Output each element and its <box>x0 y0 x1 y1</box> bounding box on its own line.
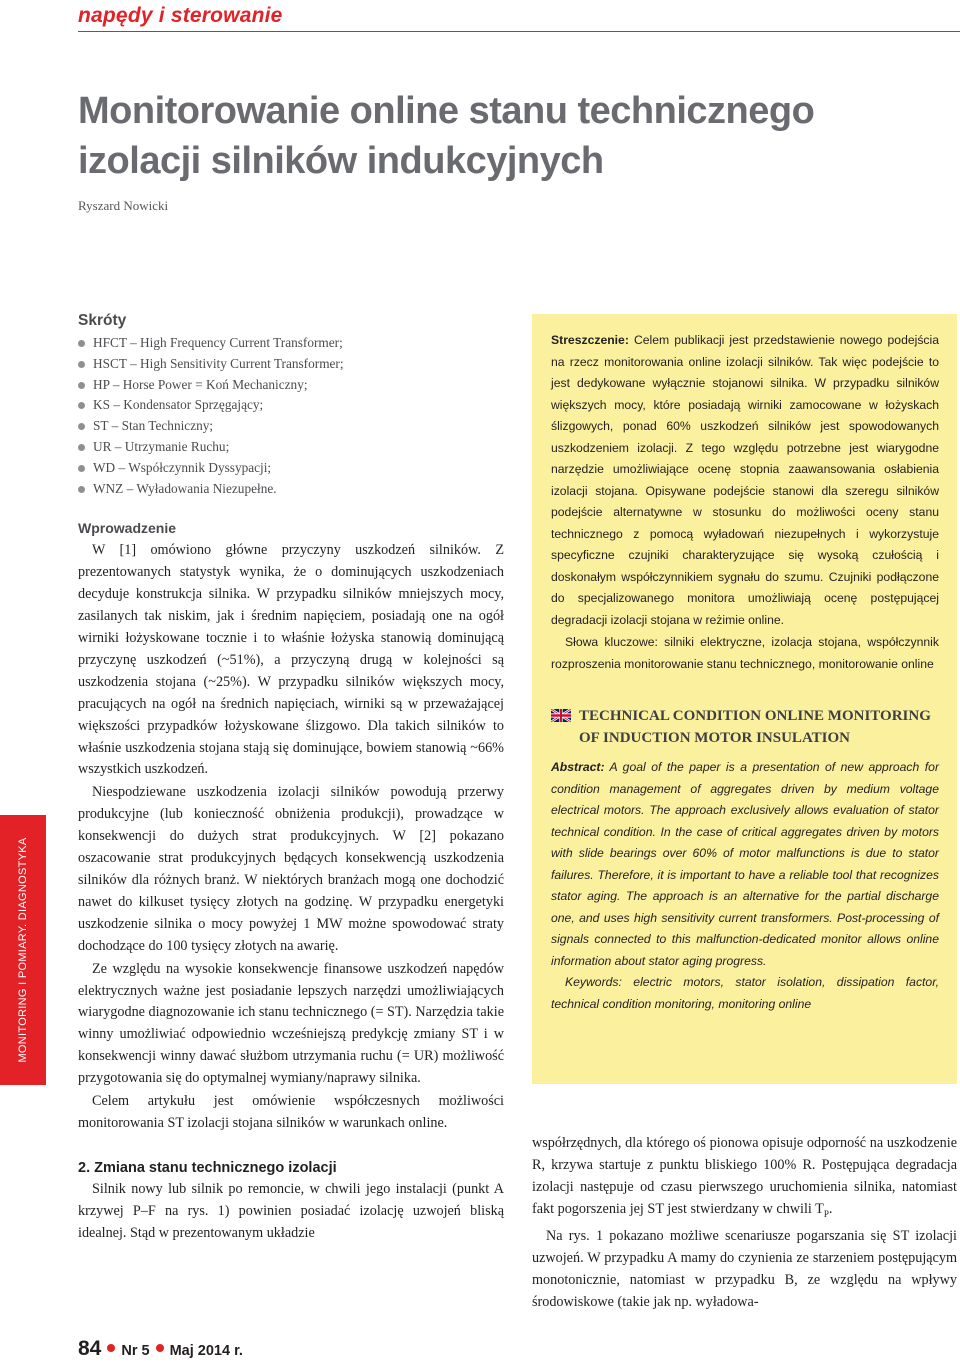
body-paragraph: Celem artykułu jest omówienie współczesnych możliwości monitorowania ST izolacji stojana silników w warunkach online. <box>78 1093 504 1131</box>
list-item: UR – Utrzymanie Ruchu; <box>78 437 504 458</box>
right-p1-subscript: P <box>823 1208 829 1219</box>
body-paragraph: Na rys. 1 pokazano możliwe scenariusze pogarszania się ST izolacji uzwojeń. W przypadku A mamy do czynienia ze starzeniem postępującym monotonicznie, natomiast w przypadku B, ze względu na wpływy środowiskowe (takie jak np. wyładowa- <box>532 1228 957 1311</box>
left-column <box>78 310 504 1245</box>
body-paragraph <box>532 1133 957 1225</box>
page-number: 84 <box>78 1337 102 1360</box>
list-item: WD – Współczynnik Dyssypacji; <box>78 458 504 479</box>
body-paragraph: Silnik nowy lub silnik po remoncie, w chwili jego instalacji (punkt A krzywej P–F na rys. 1) powinien posiadać izolację uzwojeń bliską idealnej. Stąd w prezentowanym układzie <box>78 1180 504 1241</box>
side-category-label: MONITORING I POMIARY. DIAGNOSTYKA <box>17 837 29 1063</box>
author: Ryszard Nowicki <box>78 198 169 213</box>
list-item: WNZ – Wyładowania Niezupełne. <box>78 479 504 500</box>
list-item: HFCT – High Frequency Current Transformer; <box>78 333 504 354</box>
body-paragraph: Niespodziewane uszkodzenia izolacji silników powodują przerwy produkcyjne (lub konieczność obniżenia produkcji), prowadzące w konsekwencji do dużych strat produkcyjnych. W [2] pokazano oszacowanie strat produkcyjnych będących konsekwencją uszkodzenia silników dla różnych branż. W niektórych branżach mogą one dochodzić nawet do kilkuset tysięcy złotych na godzinę. W przypadku energetyki uszkodzenie silnika o mocy powyżej 1 MW możne spowodować straty dochodzące do 100 tysięcy złotych na awarię. <box>78 784 504 954</box>
list-item: ST – Stan Techniczny; <box>78 416 504 437</box>
keywords-en: Keywords: electric motors, stator isolation, dissipation factor, technical condition monitoring, monitoring online <box>551 975 939 1011</box>
abbreviations-list <box>78 333 504 499</box>
article-title: Monitorowanie online stanu technicznego izolacji silników indukcyjnych <box>78 90 815 182</box>
abstract-pl-text: Celem publikacji jest przedstawienie nowego podejścia na rzecz monitorowania online izolacji silników. Tak więc podejście to jest dedykowane wyłącznie stojanowi silnika. W przypadku silników większych mocy, które posiadają wirniki zamocowane w łożyskach ślizgowych, ponad 60% uszkodzeń silników jest spowodowanych uszkodzeniem izolacji. Z tego względu potrzebne jest wiarygodne narzędzie umożliwiające ocenę stopnia zaawansowania osłabienia izolacji stojana. Opisywane podejście stanowi dla szeregu silników podejście alternatywne w stosunku do możliwości oceny stanu technicznego z pomocą wyładowań niezupełnych i wykorzystuje specyficzne czujniki charakteryzujące się wysoką czułością i doskonałym współczynnikiem sygnału do szumu. Czujniki podłączone do specjalizowanego monitora umożliwiają ocenę postępującej degradacji izolacji stojana w reżimie online. <box>551 333 940 627</box>
body-paragraph: W [1] omówiono główne przyczyny uszkodzeń silników. Z prezentowanych statystyk wynika, że o dominujących uszkodzeniach decyduje konstrukcja silnika. W przypadku silników mniejszych mocy, zasilanych tak niskim, jak i średnim napięciem, posiadają one na ogół wirniki łożyskowane tocznie i to właśnie łożyska stanowią dominującą przyczynę uszkodzeń (~51%), a przyczyną drugą w kolejności są uszkodzenia stojana (~25%). W przypadku silników większych mocy, pracujących na ogół na średnich napięciach, wirniki są w przeważającej większości przypadków łożyskowane ślizgowo. Dla takich silników to właśnie uszkodzenia stojana stają się dominujące, bowiem stanowią ~66% wszystkich uszkodzeń. <box>78 542 504 778</box>
abstract-pl-label: Streszczenie: <box>551 333 629 347</box>
list-item: KS – Kondensator Sprzęgający; <box>78 395 504 416</box>
abstract-en-text: A goal of the paper is a presentation of new approach for condition management of aggregates driven by medium voltage electrical motors. The approach exclusively allows evaluation of stator technical condition. In the case of critical aggregates driven by motors with slide bearings over 60% of motor malfunctions is due to stator failures. Therefore, it is important to have a reliable tool that recognizes stator aging. The approach is an alternative for the partial discharge one, and uses high sensitivity current transformers. Post-processing of signals connected to this malfunction-dedicated monitor allows online information about stator aging progress. <box>551 760 940 968</box>
side-category-tab <box>0 815 46 1085</box>
keywords-pl: Słowa kluczowe: silniki elektryczne, izolacja stojana, współczynnik rozproszenia monitorowanie stanu technicznego, monitorowanie online <box>551 635 939 671</box>
intro-heading: Wprowadzenie <box>78 520 177 537</box>
header-rule <box>78 31 960 32</box>
right-p1-end: . <box>828 1200 833 1217</box>
abstract-pl <box>551 330 939 631</box>
english-title <box>551 705 939 749</box>
abbreviations-heading: Skróty <box>78 312 127 329</box>
list-item: HSCT – High Sensitivity Current Transformer; <box>78 354 504 375</box>
right-column <box>532 1133 957 1314</box>
footer-dot-icon <box>156 1344 164 1352</box>
abstract-en <box>551 757 939 972</box>
footer-dot-icon <box>107 1344 115 1352</box>
english-title-text: TECHNICAL CONDITION ONLINE MONITORING OF INDUCTION MOTOR INSULATION <box>579 708 931 746</box>
right-p1-text: współrzędnych, dla którego oś pionowa opisuje odporność na uszkodzenie R, krzywa startuje z punktu bliskiego 100% R. Postępująca degradacja izolacji następuje od czasu pierwszego uruchomienia silnika, natomiast fakt pogorszenia jej ST jest stwierdzany w chwili T <box>532 1135 957 1217</box>
list-item: HP – Horse Power = Koń Mechaniczny; <box>78 375 504 396</box>
abstract-en-label: Abstract: <box>551 760 605 774</box>
body-paragraph: Ze względu na wysokie konsekwencje finansowe uszkodzeń napędów elektrycznych ważne jest posiadanie lepszych narzędzi umożliwiających wiarygodne diagnozowanie ich stanu technicznego (= ST). Narzędzia takie winny umożliwiać odpowiednio wcześniejszą predykcję zmiany ST i w konsekwencji winny dawać służbom utrzymania ruchu (= UR) możliwość przygotowania się do optymalnej wymiany/naprawy silnika. <box>78 960 504 1087</box>
issue-date: Maj 2014 r. <box>169 1343 243 1359</box>
abstract-box <box>532 314 957 1084</box>
section-2-heading: 2. Zmiana stanu technicznego izolacji <box>78 1159 337 1176</box>
issue-number: Nr 5 <box>121 1343 150 1359</box>
page-footer <box>78 1337 243 1361</box>
section-tag: napędy i sterowanie <box>78 4 283 27</box>
uk-flag-icon <box>551 709 571 722</box>
